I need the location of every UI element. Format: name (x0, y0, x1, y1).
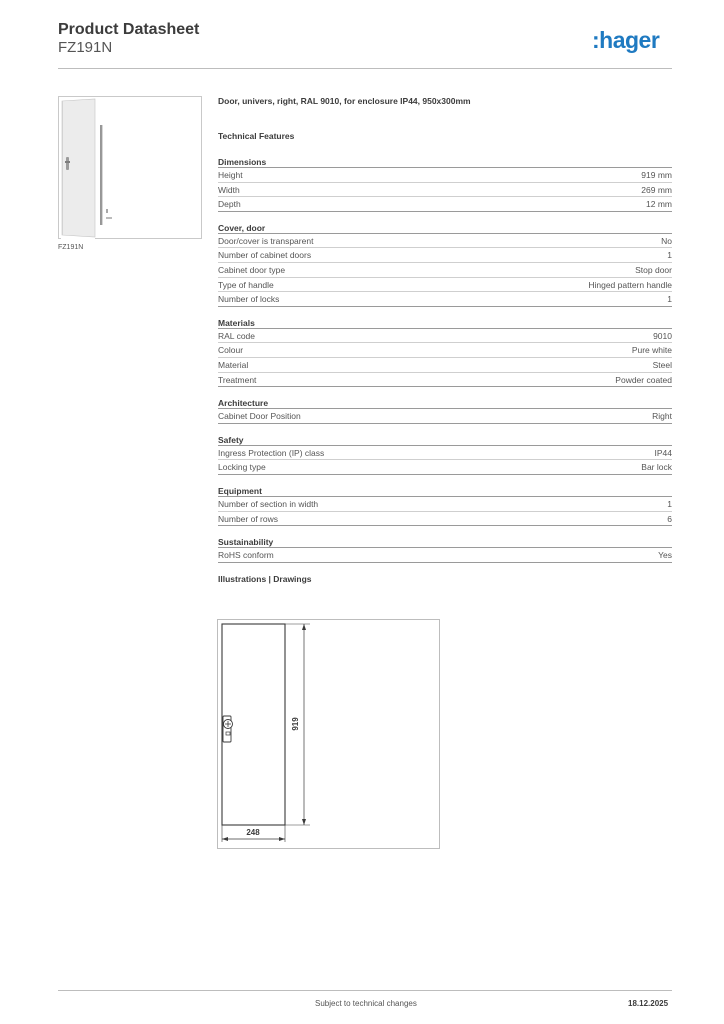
feature-label: Height (218, 170, 243, 180)
feature-value: Yes (658, 550, 672, 561)
feature-label: Number of locks (218, 294, 280, 305)
feature-value: 269 mm (641, 184, 672, 195)
feature-label: Depth (218, 199, 241, 210)
section-title: Safety (218, 434, 672, 446)
feature-label: Width (218, 184, 240, 195)
feature-label: Cabinet door type (218, 264, 286, 275)
feature-row (218, 460, 672, 475)
feature-row (218, 278, 672, 293)
feature-value: Steel (652, 359, 672, 370)
footer-date: 18.12.2025 (628, 999, 669, 1008)
door-panel-image (59, 97, 203, 240)
height-dimension (285, 624, 310, 825)
feature-label: Number of section in width (218, 498, 319, 509)
feature-value: 1 (667, 294, 672, 305)
feature-sections (218, 156, 672, 563)
product-image-caption: FZ191N (58, 244, 84, 251)
feature-value: Powder coated (615, 374, 672, 385)
feature-row (218, 373, 672, 388)
feature-section (218, 485, 672, 526)
width-dimension-label: 248 (246, 828, 260, 837)
section-title: Dimensions (218, 156, 672, 168)
section-title: Sustainability (218, 536, 672, 548)
door-drawing-svg (218, 620, 441, 850)
logo-text: hager (599, 27, 660, 53)
feature-label: Locking type (218, 462, 266, 473)
product-description: Door, univers, right, RAL 9010, for enclosure IP44, 950x300mm (218, 96, 471, 106)
feature-value: Hinged pattern handle (588, 279, 672, 290)
illustrations-title: Illustrations | Drawings (218, 573, 312, 584)
feature-label: Ingress Protection (IP) class (218, 447, 325, 458)
feature-value: No (661, 235, 672, 246)
feature-label: Number of rows (218, 513, 278, 524)
feature-section (218, 156, 672, 212)
feature-row (218, 248, 672, 263)
feature-value: IP44 (654, 447, 672, 458)
technical-content (218, 95, 672, 585)
feature-section (218, 536, 672, 563)
feature-section (218, 222, 672, 307)
feature-label: Number of cabinet doors (218, 250, 312, 261)
feature-row (218, 497, 672, 512)
footer-divider (58, 990, 672, 991)
feature-row (218, 197, 672, 212)
feature-row (218, 292, 672, 307)
feature-row (218, 263, 672, 278)
feature-row (218, 183, 672, 198)
feature-value: 919 mm (641, 170, 672, 180)
feature-label: Material (218, 359, 249, 370)
technical-drawing (217, 619, 440, 849)
hager-logo: :hager (592, 27, 660, 53)
feature-section (218, 434, 672, 475)
feature-section (218, 397, 672, 424)
feature-label: RoHS conform (218, 550, 274, 561)
feature-label: Cabinet Door Position (218, 411, 301, 422)
feature-row (218, 446, 672, 461)
handle-symbol (223, 716, 233, 742)
product-image (58, 96, 202, 239)
section-title: Materials (218, 317, 672, 329)
feature-row (218, 234, 672, 249)
feature-value: 1 (667, 498, 672, 509)
header-divider (58, 68, 672, 69)
feature-value: Stop door (635, 264, 672, 275)
footer-note: Subject to technical changes (315, 999, 417, 1008)
feature-value: 9010 (653, 330, 672, 341)
feature-label: Door/cover is transparent (218, 235, 314, 246)
feature-row (218, 409, 672, 424)
feature-section (218, 317, 672, 387)
width-dimension (222, 825, 285, 842)
feature-row (218, 512, 672, 527)
feature-label: RAL code (218, 330, 256, 341)
feature-row (218, 343, 672, 358)
feature-value: 12 mm (646, 199, 672, 210)
section-title: Architecture (218, 397, 672, 409)
feature-value: 1 (667, 250, 672, 261)
feature-value: Right (652, 411, 672, 422)
page-title: Product Datasheet (58, 21, 200, 38)
feature-row (218, 168, 672, 183)
technical-features-title: Technical Features (218, 131, 295, 141)
feature-label: Type of handle (218, 279, 274, 290)
section-title: Cover, door (218, 222, 672, 234)
height-dimension-label: 919 (291, 717, 300, 731)
feature-value: Bar lock (641, 462, 672, 473)
feature-value: 6 (667, 513, 672, 524)
feature-row (218, 548, 672, 563)
feature-label: Treatment (218, 374, 257, 385)
feature-value: Pure white (631, 345, 672, 356)
feature-row (218, 358, 672, 373)
product-code: FZ191N (58, 39, 113, 56)
section-title: Equipment (218, 485, 672, 497)
feature-row (218, 329, 672, 344)
feature-label: Colour (218, 345, 244, 356)
